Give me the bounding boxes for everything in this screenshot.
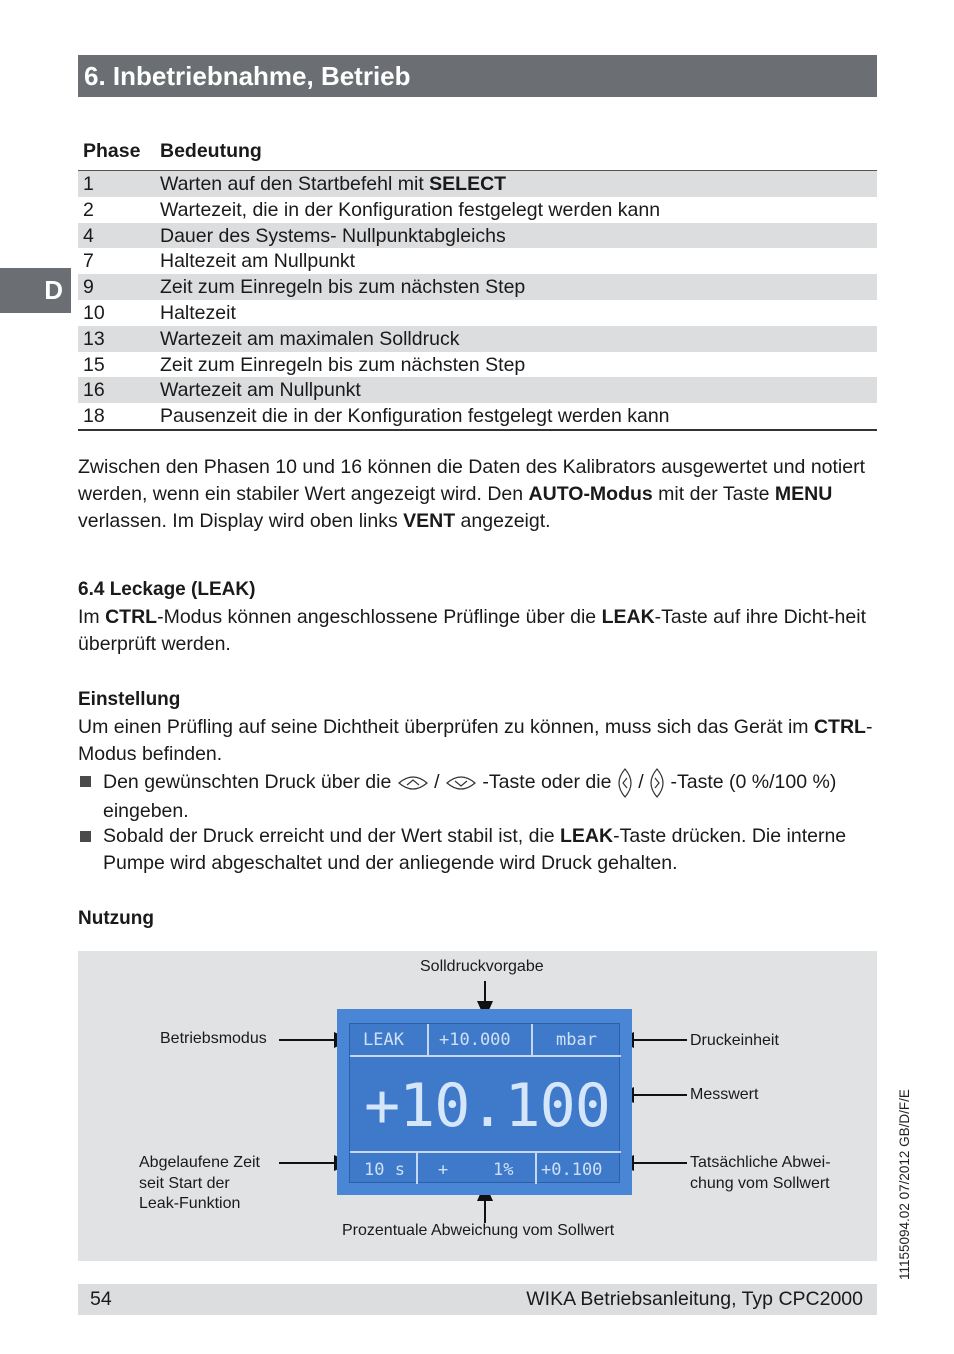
section-title: 6. Inbetriebnahme, Betrieb [84, 61, 411, 91]
left-arrow-key-icon [617, 768, 633, 798]
bullet-square-icon [80, 776, 91, 787]
display-setpoint: +10.000 [439, 1030, 511, 1050]
phase-cell: 7 [83, 250, 94, 273]
label-unit: Druckeinheit [690, 1032, 779, 1049]
label-elapsed-time: Abgelaufene Zeit seit Start der Leak-Funktion [139, 1154, 260, 1212]
label-mode: Betriebsmodus [160, 1030, 267, 1047]
label-deviation: Tatsächliche Abwei- chung vom Sollwert [690, 1154, 831, 1192]
meaning-cell: Dauer des Systems- Nullpunktabgleichs [160, 224, 506, 247]
heading-einstellung: Einstellung [78, 689, 181, 710]
table-row [78, 197, 877, 223]
display-figure [78, 951, 877, 1261]
page-footer [78, 1284, 877, 1315]
table-row [78, 403, 877, 429]
phase-cell: 18 [83, 405, 105, 428]
display-sign: + [438, 1160, 449, 1180]
document-code: 11155094.02 07/2012 GB/D/F/E [897, 1089, 912, 1280]
phase-cell: 2 [83, 198, 94, 221]
meaning-cell: Warten auf den Startbefehl mit SELECT [160, 173, 507, 195]
phase-cell: 13 [83, 327, 105, 350]
bullet-item [78, 768, 878, 825]
section-header [78, 55, 877, 97]
label-value: Messwert [690, 1086, 759, 1103]
phase-cell: 1 [83, 173, 94, 195]
meaning-cell: Wartezeit am maximalen Solldruck [160, 327, 460, 350]
right-arrow-key-icon [649, 768, 665, 798]
table-header [78, 138, 877, 171]
meaning-cell: Wartezeit am Nullpunkt [160, 379, 361, 402]
display-mode: LEAK [363, 1030, 404, 1050]
display-percent: 1% [493, 1160, 514, 1180]
meaning-cell: Wartezeit, die in der Konfiguration festgelegt werden kann [160, 198, 661, 221]
phase-table [78, 138, 877, 431]
table-bottom-rule [78, 429, 877, 431]
heading-nutzung: Nutzung [78, 908, 154, 929]
paragraph-einstellung: Um einen Prüfling auf seine Dichtheit überprüfen zu können, muss sich das Gerät im CTRL-Modus befinden. [78, 716, 873, 765]
label-percent-deviation: Prozentuale Abweichung vom Sollwert [342, 1222, 615, 1239]
down-arrow-key-icon [445, 773, 477, 793]
bullet-item [78, 823, 878, 877]
language-tab: D [0, 268, 71, 313]
meaning-cell: Haltezeit [160, 301, 236, 324]
footer-title: WIKA Betriebsanleitung, Typ CPC2000 [526, 1288, 863, 1310]
table-row [78, 223, 877, 249]
label-setpoint: Solldruckvorgabe [420, 958, 544, 975]
display-elapsed-time: 10 s [364, 1160, 405, 1180]
display-screen [349, 1023, 620, 1183]
display-unit: mbar [556, 1030, 597, 1050]
bullet-text: Sobald der Druck erreicht und der Wert stabil ist, die LEAK-Taste drücken. Die interne Pumpe wird abgeschaltet und der anliegende wird Druck gehalten. [103, 825, 847, 874]
phase-cell: 9 [83, 276, 94, 299]
table-row [78, 352, 877, 378]
phase-cell: 15 [83, 353, 105, 376]
table-row [78, 248, 877, 274]
paragraph-leak: Im CTRL-Modus können angeschlossene Prüflinge über die LEAK-Taste auf ihre Dicht-heit überprüft werden. [78, 606, 866, 655]
table-row [78, 377, 877, 403]
up-arrow-key-icon [397, 773, 429, 793]
table-row [78, 326, 877, 352]
section-heading-leak: 6.4 Leckage (LEAK) [78, 579, 256, 600]
phase-cell: 4 [83, 224, 94, 247]
display-deviation: +0.100 [541, 1160, 603, 1180]
meaning-cell: Pausenzeit die in der Konfiguration festgelegt werden kann [160, 405, 670, 428]
bullet-square-icon [80, 831, 91, 842]
page-number: 54 [90, 1288, 112, 1310]
header-bedeutung: Bedeutung [160, 140, 262, 162]
meaning-cell: Zeit zum Einregeln bis zum nächsten Step [160, 353, 526, 376]
phase-cell: 16 [83, 379, 105, 402]
table-row [78, 300, 877, 326]
display-measured-value: +10.100 [364, 1071, 610, 1141]
phase-cell: 10 [83, 301, 105, 324]
meaning-cell: Zeit zum Einregeln bis zum nächsten Step [160, 276, 526, 299]
bullet-text: Den gewünschten Druck über die / -Taste oder die / -Taste (0 %/100 %) eingeben. [103, 768, 878, 825]
table-row [78, 171, 877, 197]
paragraph-phases: Zwischen den Phasen 10 und 16 können die Daten des Kalibrators ausgewertet und notiert werden, wenn ein stabiler Wert angezeigt wird. Den AUTO-Modus mit der Taste MENU verlassen. Im Display wird oben links VENT angezeigt. [78, 456, 866, 532]
table-row [78, 274, 877, 300]
device-display [337, 1009, 632, 1195]
header-phase: Phase [83, 140, 141, 162]
meaning-cell: Haltezeit am Nullpunkt [160, 250, 356, 273]
